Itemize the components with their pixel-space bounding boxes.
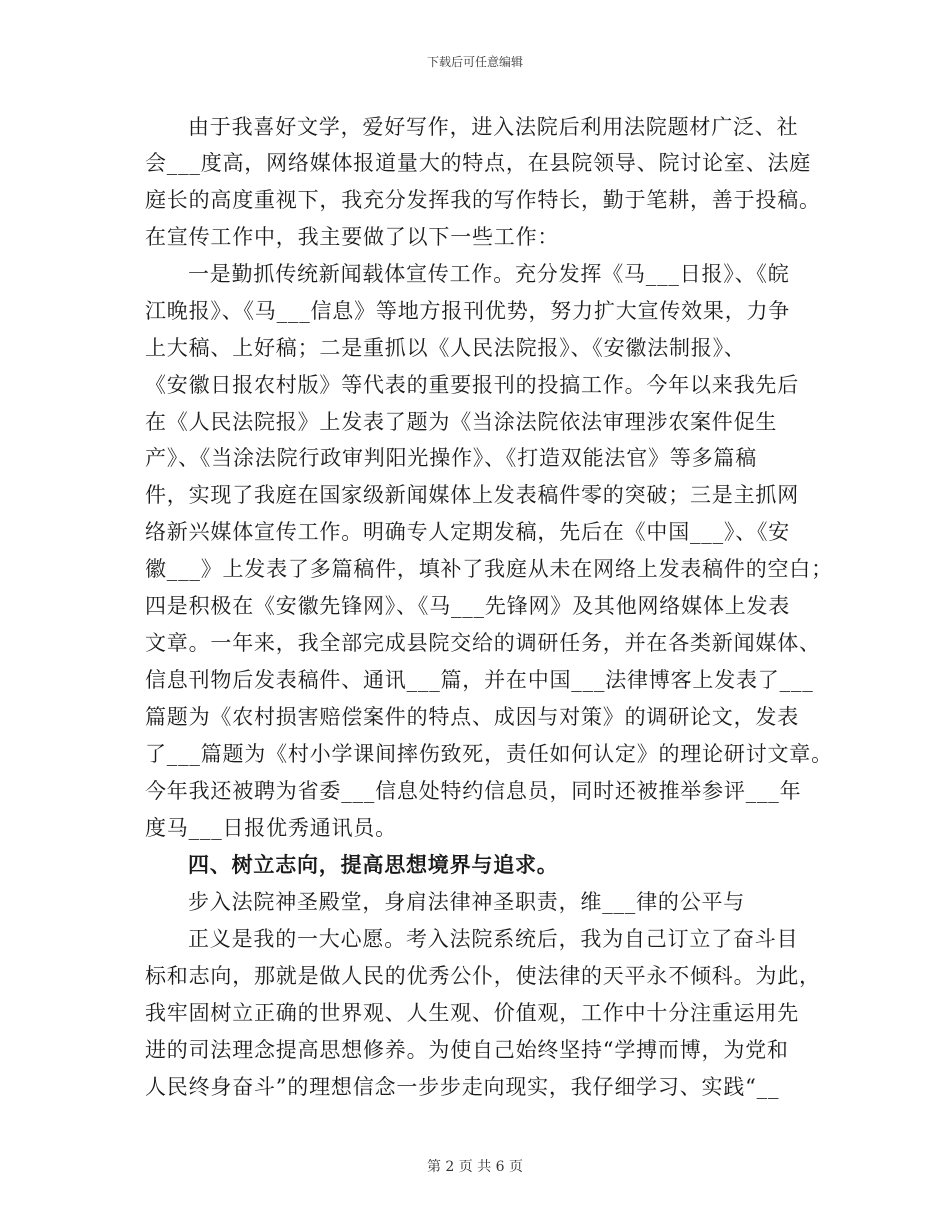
paragraph-line: 了___篇题为《村小学课间摔伤致死，责任如何认定》的理论研讨文章。 — [145, 742, 833, 766]
page-header: 下载后可任意编辑 — [426, 55, 523, 69]
section-heading: 四、树立志向，提高思想境界与追求。 — [188, 852, 559, 877]
page-number: 第 2 页 共 6 页 — [426, 1159, 524, 1175]
paragraph-line: 正义是我的一大心愿。考入法院系统后，我为自己订立了奋斗目 — [188, 927, 799, 951]
paragraph-line: 件，实现了我庭在国家级新闻媒体上发表稿件零的突破；三是主抓网 — [145, 483, 799, 507]
paragraph-line: 会___度高，网络媒体报道量大的特点，在县院领导、院讨论室、法庭 — [145, 151, 812, 175]
paragraph-line: 江晚报》、《马___信息》等地方报刊优势，努力扩大宣传效果，力争 — [145, 299, 791, 323]
paragraph-line: 在宣传工作中，我主要做了以下一些工作： — [145, 225, 560, 249]
paragraph-line: 《安徽日报农村版》等代表的重要报刊的投搞工作。今年以来我先后 — [145, 373, 799, 397]
paragraph-line: 标和志向，那就是做人民的优秀公仆，使法律的天平永不倾科。为此， — [145, 964, 821, 988]
paragraph-line: 信息刊物后发表稿件、通讯___篇，并在中国___法律博客上发表了___ — [145, 668, 814, 692]
paragraph-line: 进的司法理念提高思想修养。为使自己始终坚持“学搏而博，为党和 — [145, 1038, 789, 1062]
paragraph-line: 篇题为《农村损害赔偿案件的特点、成因与对策》的调研论文，发表 — [145, 705, 799, 729]
paragraph-line: 庭长的高度重视下，我充分发挥我的写作特长，勤于笔耕，善于投稿。 — [145, 188, 821, 212]
paragraph-line: 四是积极在《安徽先锋网》、《马___先锋网》及其他网络媒体上发表 — [145, 594, 791, 618]
paragraph-line: 度马___日报优秀通讯员。 — [145, 816, 397, 840]
paragraph-line: 由于我喜好文学，爱好写作，进入法院后利用法院题材广泛、社 — [188, 115, 799, 139]
paragraph-line: 文章。一年来，我全部完成县院交给的调研任务，并在各类新闻媒体、 — [145, 631, 821, 655]
paragraph-line: 徽___》上发表了多篇稿件，填补了我庭从未在网络上发表稿件的空白； — [145, 557, 833, 581]
paragraph-line: 一是勤抓传统新闻载体宣传工作。充分发挥《马___日报》、《皖 — [188, 262, 790, 286]
paragraph-line: 我牢固树立正确的世界观、人生观、价值观，工作中十分注重运用先 — [145, 1001, 799, 1025]
paragraph-line: 产》、《当涂法院行政审判阳光操作》、《打造双能法官》等多篇稿 — [145, 446, 757, 470]
paragraph-line: 步入法院神圣殿堂，身肩法律神圣职责，维___律的公平与 — [188, 890, 746, 914]
paragraph-line: 今年我还被聘为省委___信息处特约信息员，同时还被推举参评___年 — [145, 779, 802, 803]
paragraph-line: 络新兴媒体宣传工作。明确专人定期发稿，先后在《中国___》、《安 — [145, 520, 791, 544]
paragraph-line: 人民终身奋斗”的理想信念一步步走向现实，我仔细学习、实践“__ — [145, 1075, 780, 1099]
paragraph-line: 在《人民法院报》上发表了题为《当涂法院依法审理涉农案件促生 — [145, 410, 778, 434]
paragraph-line: 上大稿、上好稿；二是重抓以《人民法院报》、《安徽法制报》、 — [145, 336, 746, 360]
